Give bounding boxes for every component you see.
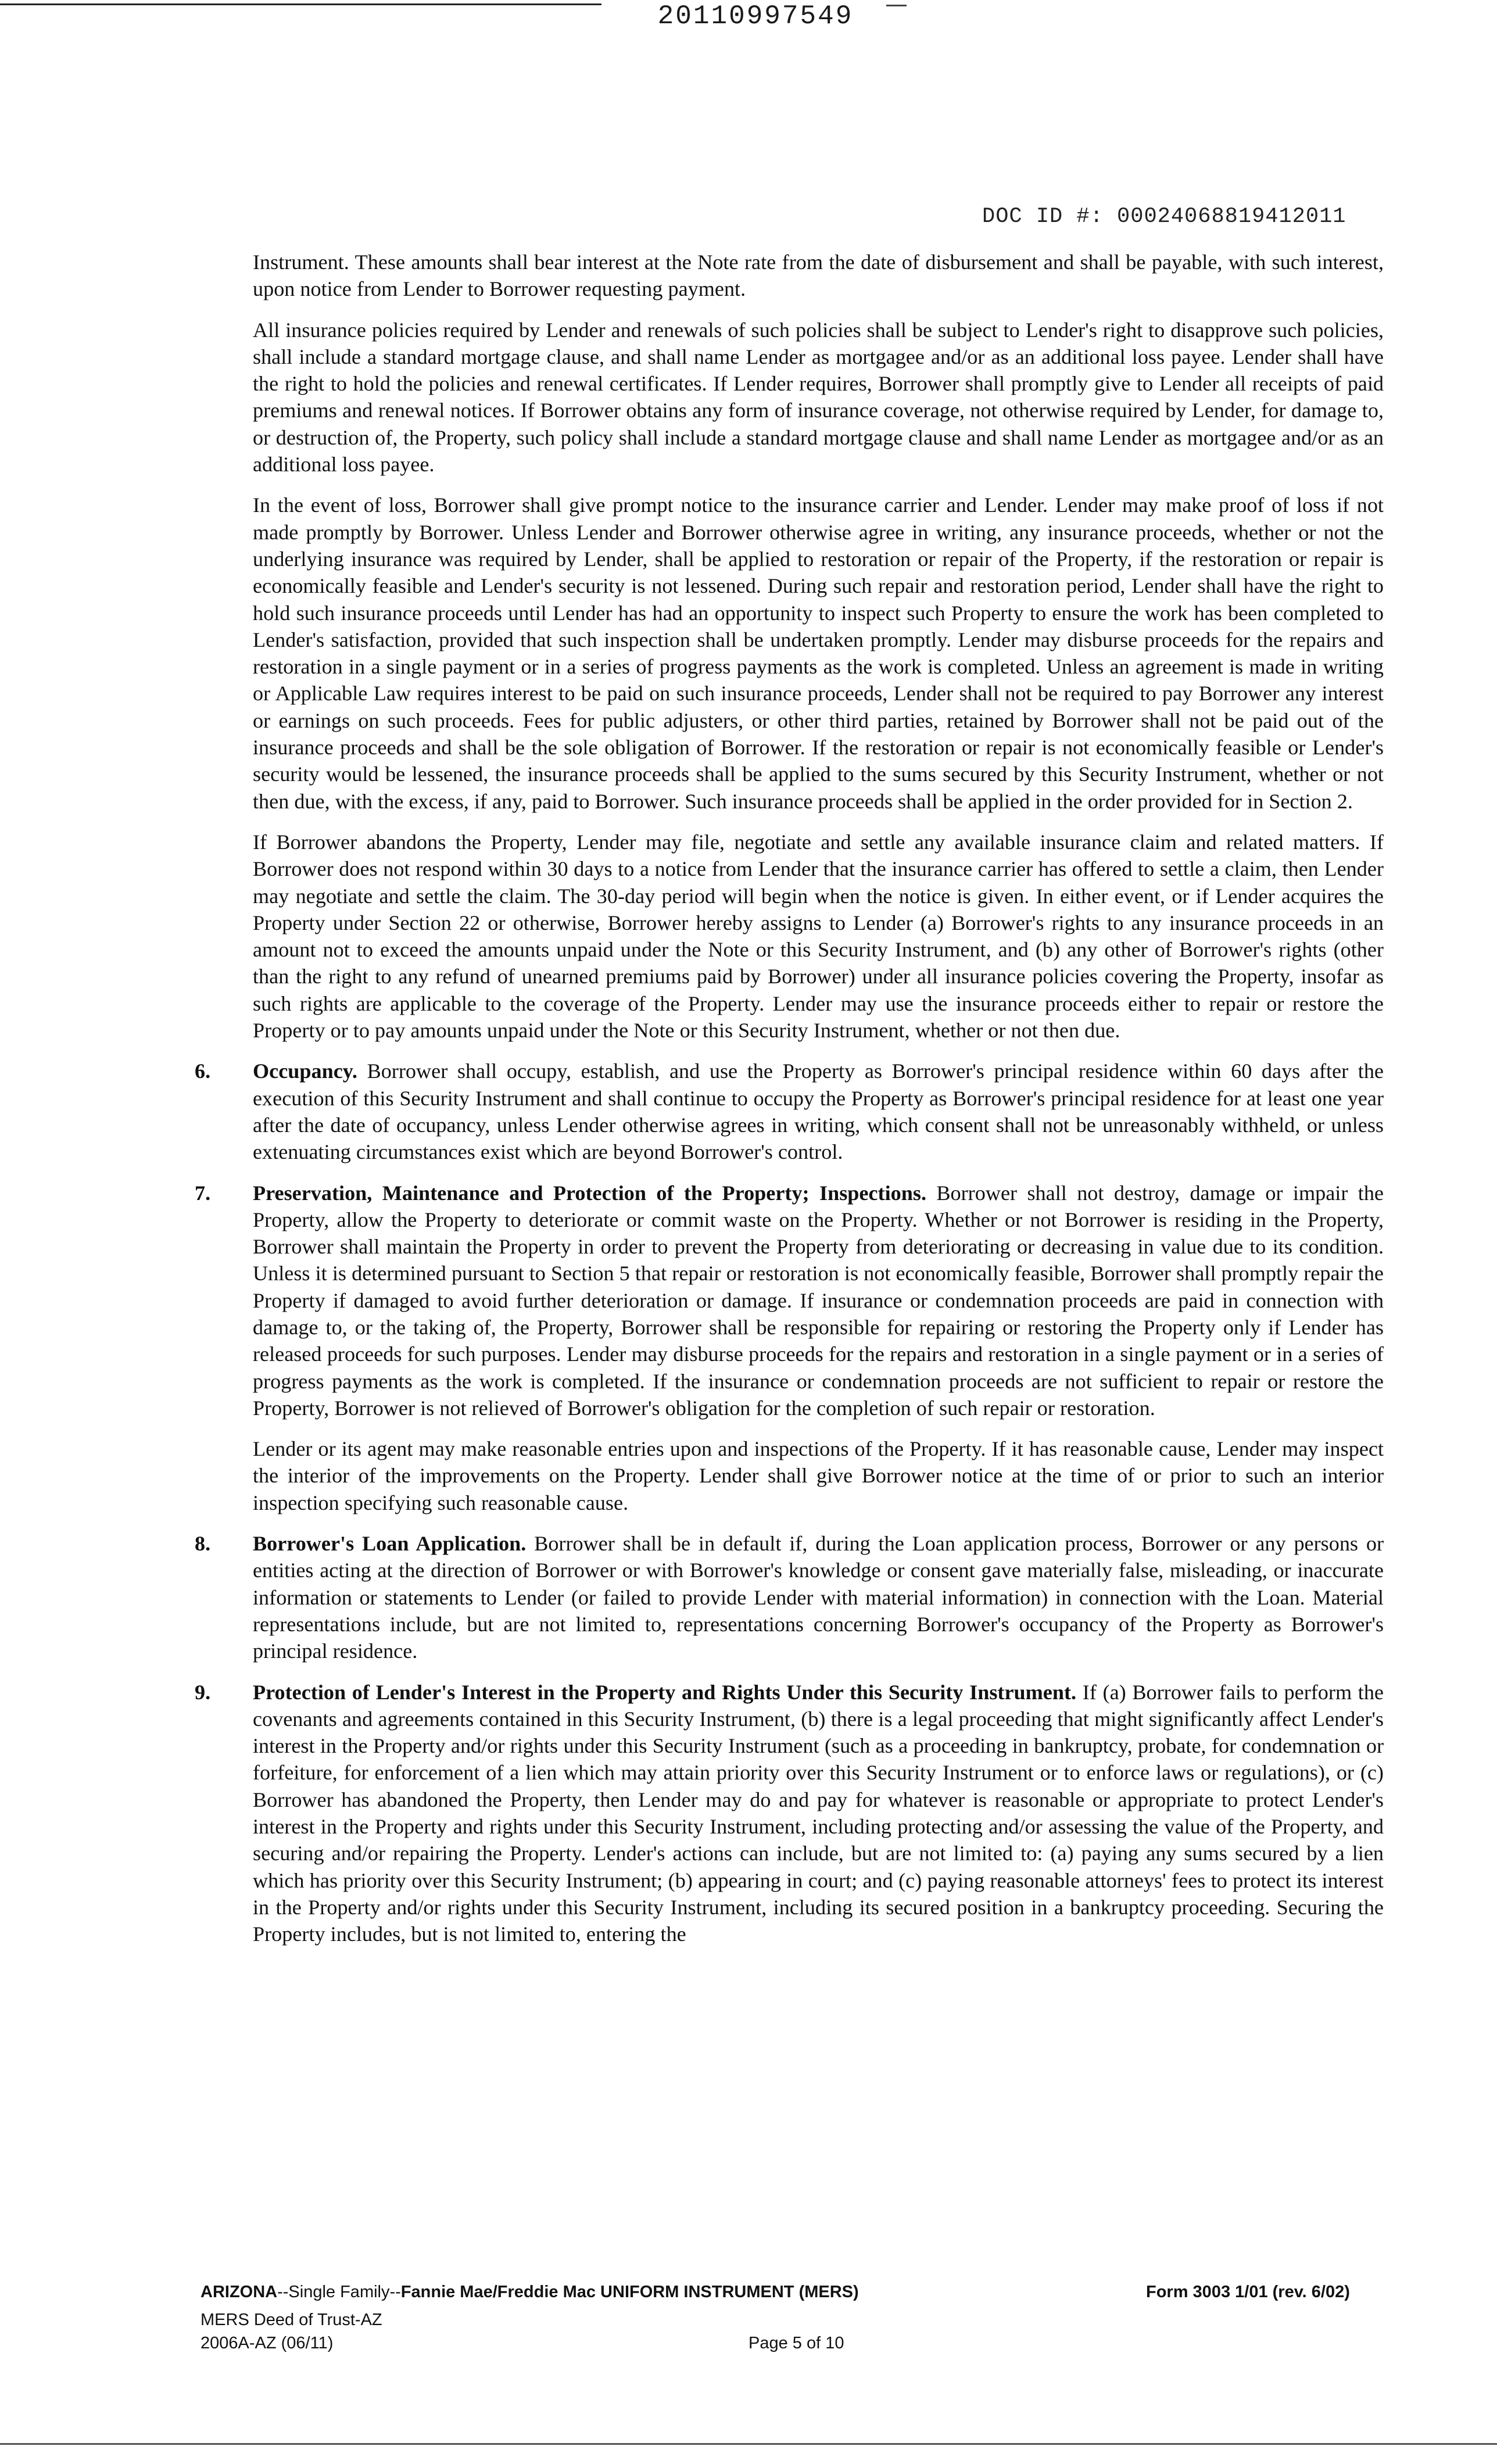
section-heading: Occupancy. (253, 1059, 357, 1083)
section-7-preservation (195, 1180, 1384, 1517)
recording-number: 20110997549 (657, 1, 854, 31)
section-8-loan-application (195, 1530, 1384, 1664)
footer-form-code: 2006A-AZ (06/11) (200, 2334, 334, 2352)
section-paragraph (253, 1058, 1384, 1165)
section-text: Borrower shall occupy, establish, and use the Property as Borrower's principal residence within 60 days after the execution of this Security Instrument and shall continue to occupy the Property as Borrower's principal residence for at least one year after the date of occupancy, unless Lender otherwise agrees in writing, which consent shall not be unreasonably withheld, or unless extenuating circumstances exist which are beyond Borrower's control. (253, 1059, 1384, 1164)
section-paragraph (253, 1530, 1384, 1664)
section-number: 7. (195, 1181, 211, 1205)
section-number: 8. (195, 1532, 211, 1556)
section-text: If (a) Borrower fails to perform the covenants and agreements contained in this Security Instrument, (b) there is a legal proceeding that might significantly affect Lender's interest in the Property and/or rights under this Security Instrument (such as a proceeding in bankruptcy, probate, for condemnation or forfeiture, for enforcement of a lien which may attain priority over this Security Instrument or to enforce laws or regulations), or (c) Borrower has abandoned the Property, then Lender may do and pay for whatever is reasonable or appropriate to protect Lender's interest in the Property and rights under this Security Instrument, including protecting and/or assessing the value of the Property, and securing and/or repairing the Property. Lender's actions can include, but are not limited to: (a) paying any sums secured by a lien which has priority over this Security Instrument; (b) appearing in court; and (c) paying reasonable attorneys' fees to protect its interest in the Property and/or rights under this Security Instrument, including its secured position in a bankruptcy proceeding. Securing the Property includes, but is not limited to, entering the (253, 1680, 1384, 1946)
section-paragraph (253, 1180, 1384, 1422)
footer-deed-type: MERS Deed of Trust-AZ (200, 2311, 382, 2329)
section-text: Borrower shall be in default if, during the Loan application process, Borrower or any persons or entities acting at the direction of Borrower or with Borrower's knowledge or consent gave materially false, misleading, or inaccurate information or statements to Lender (or failed to provide Lender with material information) in connection with the Loan. Material representations include, but are not limited to, representations concerning Borrower's occupancy of the Property as Borrower's principal residence. (253, 1532, 1384, 1663)
section-9-protection (195, 1679, 1384, 1948)
top-rule (0, 3, 601, 5)
section-heading: Protection of Lender's Interest in the Property and Rights Under this Security Instrument. (253, 1680, 1077, 1704)
section-heading: Preservation, Maintenance and Protection of the Property; Inspections. (253, 1181, 926, 1205)
paragraph-insurance-interest: Instrument. These amounts shall bear interest at the Note rate from the date of disbursement and shall be payable, with such interest, upon notice from Lender to Borrower requesting payment. (253, 250, 1384, 301)
footer-form-number: Form 3003 1/01 (rev. 6/02) (1146, 2283, 1350, 2301)
section-6-occupancy (195, 1058, 1384, 1165)
document-body (0, 249, 1497, 1962)
footer-state: ARIZONA (200, 2283, 278, 2301)
paragraph-abandonment: If Borrower abandons the Property, Lender may file, negotiate and settle any available insurance claim and related matters. If Borrower does not respond within 30 days to a notice from Lender that the insurance carrier has offered to settle a claim, then Lender may negotiate and settle the claim. The 30-day period will begin when the notice is given. In either event, or if Lender acquires the Property under Section 22 or otherwise, Borrower hereby assigns to Lender (a) Borrower's rights to any insurance proceeds in an amount not to exceed the amounts unpaid under the Note or this Security Instrument, and (b) any other of Borrower's rights (other than the right to any refund of unearned premiums paid by Borrower) under all insurance policies covering the Property, insofar as such rights are applicable to the coverage of the Property. Lender may use the insurance proceeds either to repair or restore the Property or to pay amounts unpaid under the Note or this Security Instrument, whether or not then due. (253, 830, 1384, 1043)
paragraph-insurance-policies: All insurance policies required by Lender and renewals of such policies shall be subject to Lender's right to disapprove such policies, shall include a standard mortgage clause, and shall name Lender as mortgagee and/or as an additional loss payee. Lender shall have the right to hold the policies and renewal certificates. If Lender requires, Borrower shall promptly give to Lender all receipts of paid premiums and renewal notices. If Borrower obtains any form of insurance coverage, not otherwise required by Lender, for damage to, or destruction of, the Property, such policy shall include a standard mortgage clause and shall name Lender as mortgagee and/or as an additional loss payee. (253, 318, 1384, 477)
section-number: 9. (195, 1680, 211, 1704)
footer-form-title (200, 2283, 859, 2302)
section-subparagraph: Lender or its agent may make reasonable entries upon and inspections of the Property. If it has reasonable cause, Lender may inspect the interior of the improvements on the Property. Lender shall give Borrower notice at the time of or prior to such an interior inspection specifying such reasonable cause. (253, 1437, 1384, 1514)
page-number: Page 5 of 10 (748, 2334, 844, 2352)
doc-id: DOC ID #: 00024068819412011 (982, 205, 1346, 229)
section-text: Borrower shall not destroy, damage or impair the Property, allow the Property to deteriorate or commit waste on the Property. Whether or not Borrower is residing in the Property, Borrower shall maintain the Property in order to prevent the Property from deteriorating or decreasing in value due to its condition. Unless it is determined pursuant to Section 5 that repair or restoration is not economically feasible, Borrower shall promptly repair the Property if damaged to avoid further deterioration or damage. If insurance or condemnation proceeds are paid in connection with damage to, or the taking of, the Property, Borrower shall be responsible for repairing or restoring the Property only if Lender has released proceeds for such purposes. Lender may disburse proceeds for the repairs and restoration in a single payment or in a series of progress payments as the work is completed. If the insurance or condemnation proceeds are not sufficient to repair or restore the Property, Borrower is not relieved of Borrower's obligation for the completion of such repair or restoration. (253, 1181, 1384, 1420)
footer-instrument: Fannie Mae/Freddie Mac UNIFORM INSTRUMENT (MERS) (400, 2283, 859, 2301)
section-number: 6. (195, 1059, 211, 1083)
paragraph-event-of-loss: In the event of loss, Borrower shall give prompt notice to the insurance carrier and Lender. Lender may make proof of loss if not made promptly by Borrower. Unless Lender and Borrower otherwise agree in writing, any insurance proceeds, whether or not the underlying insurance was required by Lender, shall be applied to restoration or repair of the Property, if the restoration or repair is economically feasible and Lender's security is not lessened. During such repair and restoration period, Lender shall have the right to hold such insurance proceeds until Lender has had an opportunity to inspect such Property to ensure the work has been completed to Lender's satisfaction, provided that such inspection shall be undertaken promptly. Lender may disburse proceeds for the repairs and restoration in a single payment or in a series of progress payments as the work is completed. Unless an agreement is made in writing or Applicable Law requires interest to be paid on such insurance proceeds, Lender shall not be required to pay Borrower any interest or earnings on such proceeds. Fees for public adjusters, or other third parties, retained by Borrower shall not be paid out of the insurance proceeds and shall be the sole obligation of Borrower. If the restoration or repair is not economically feasible or Lender's security would be lessened, the insurance proceeds shall be applied to the sums secured by this Security Instrument, whether or not then due, with the excess, if any, paid to Borrower. Such insurance proceeds shall be applied in the order provided for in Section 2. (253, 493, 1384, 813)
section-paragraph (253, 1679, 1384, 1948)
section-heading: Borrower's Loan Application. (253, 1532, 527, 1556)
bottom-rule (0, 2443, 1497, 2445)
top-dash (886, 5, 907, 6)
footer-separator: --Single Family-- (277, 2283, 401, 2301)
